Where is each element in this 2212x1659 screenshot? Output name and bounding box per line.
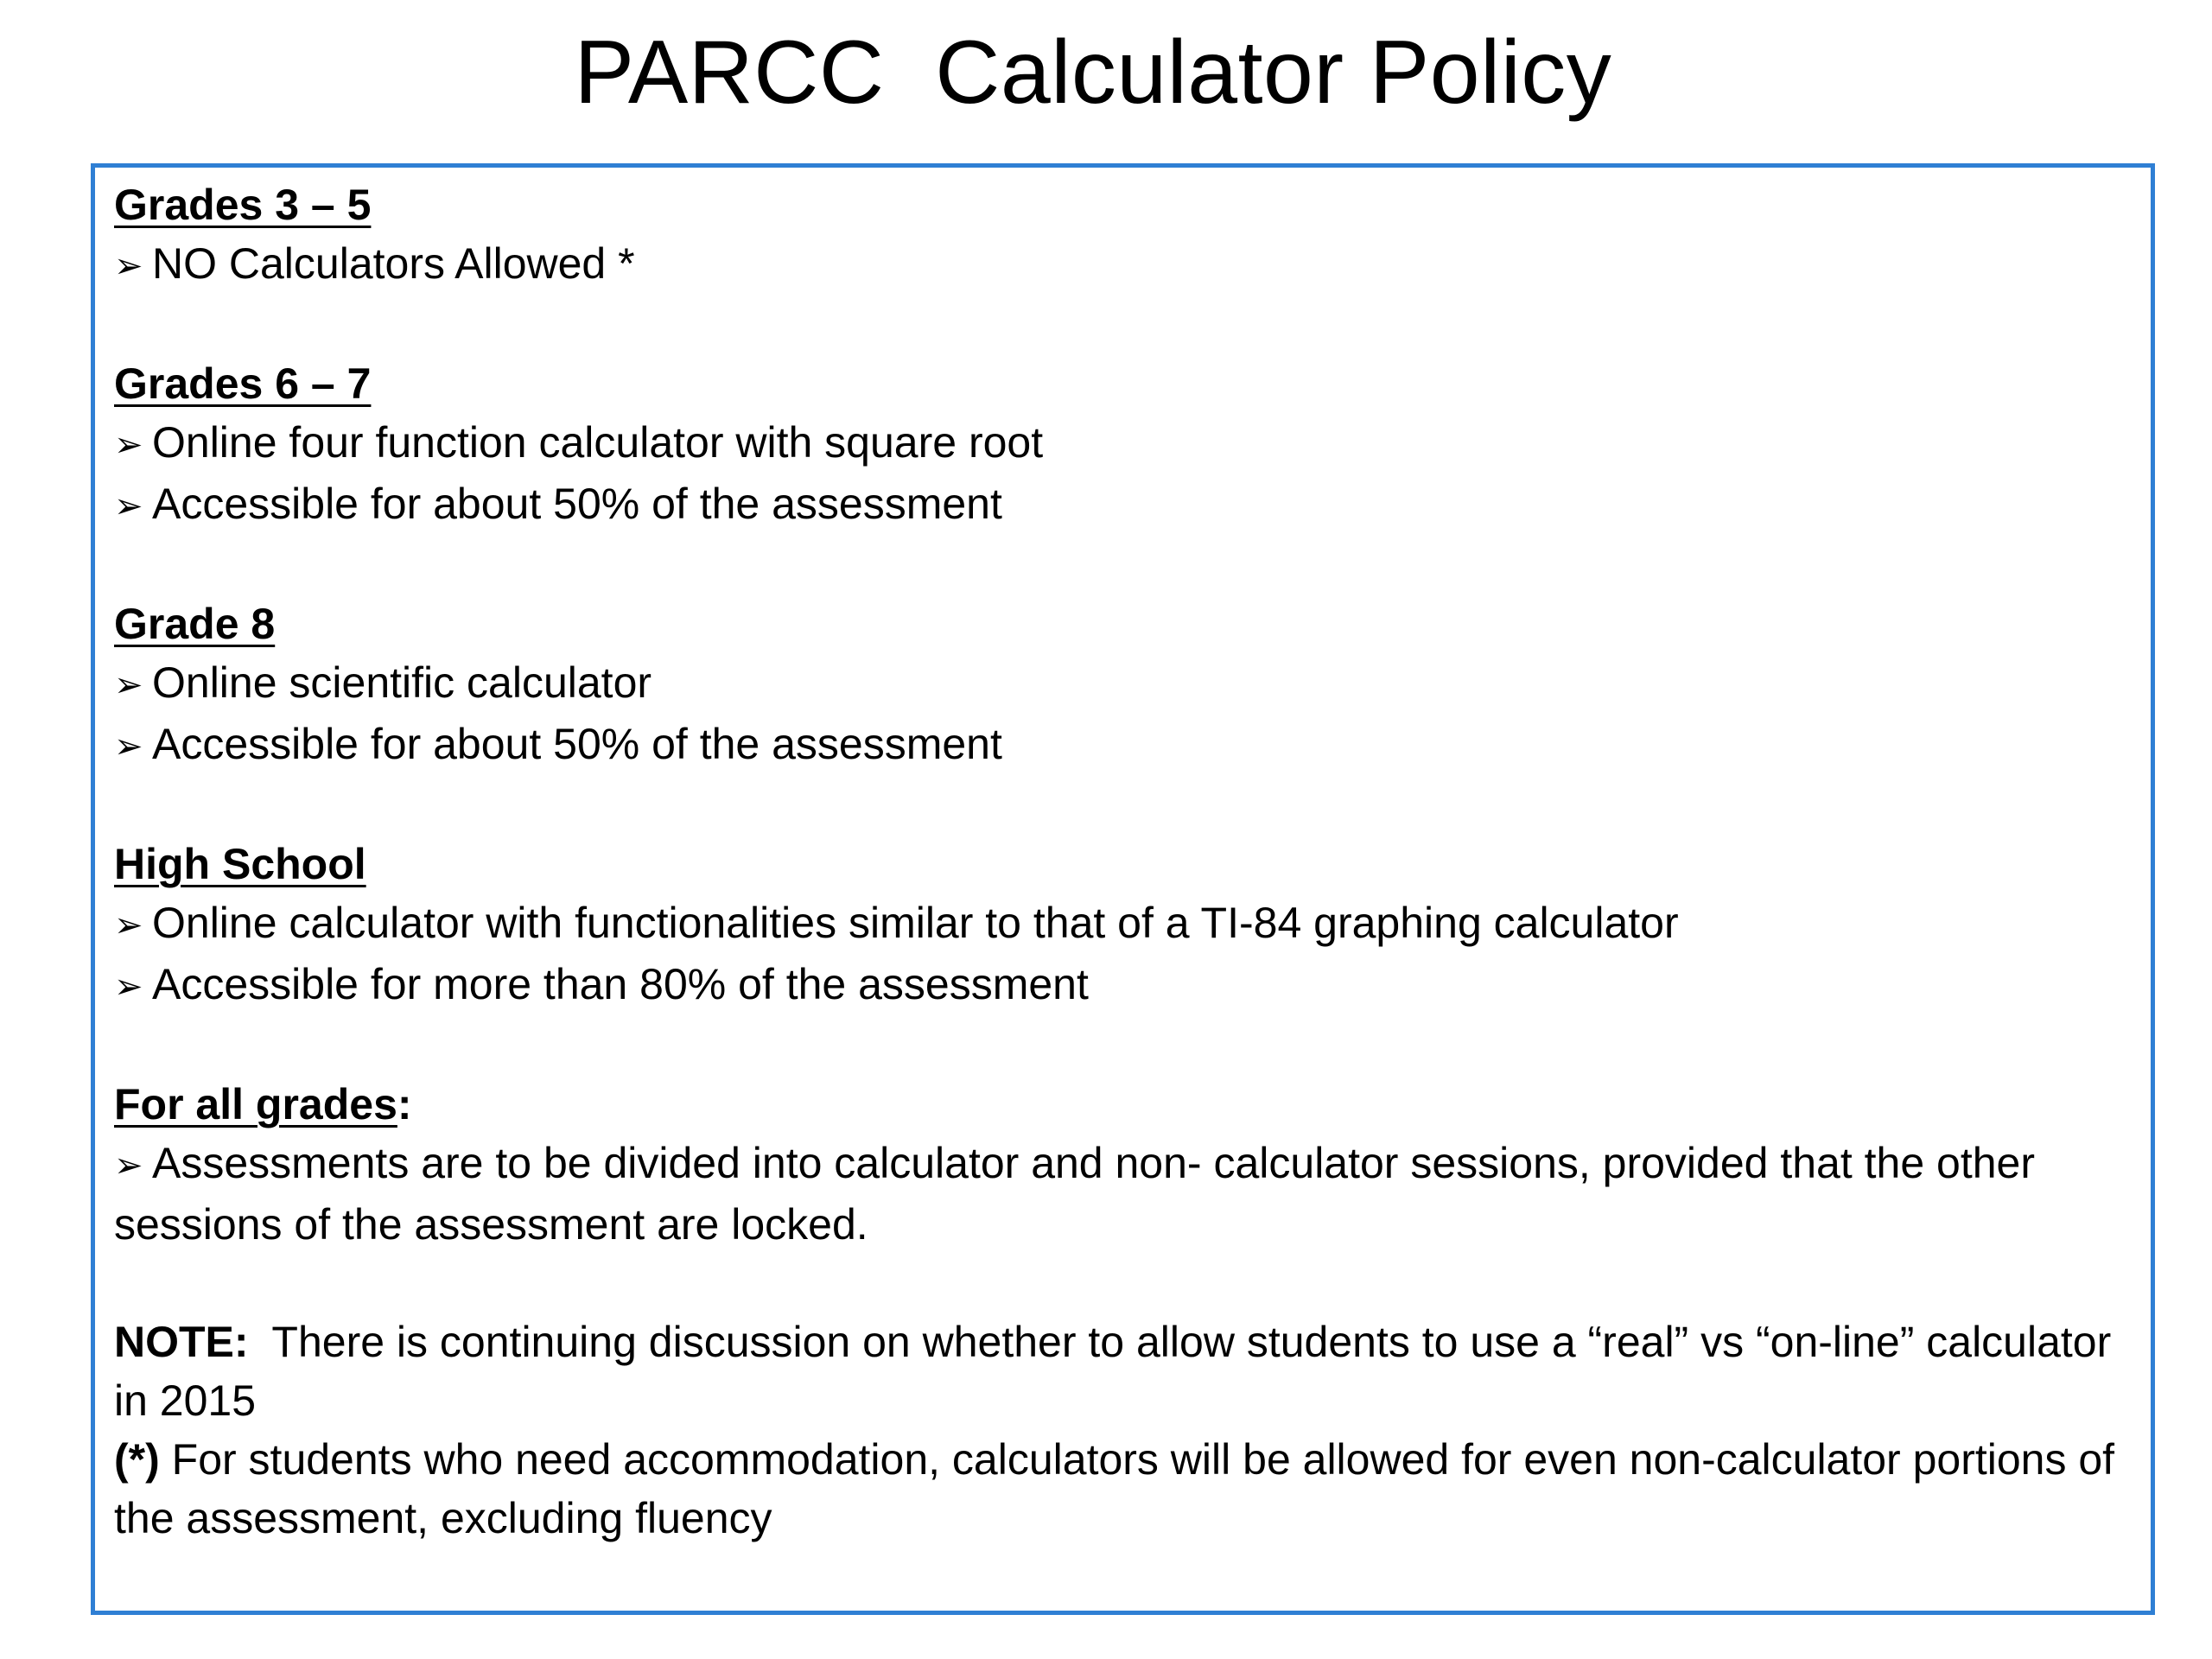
note-label: NOTE: <box>114 1318 249 1366</box>
bullet-text: Accessible for about 50% of the assessment <box>152 720 1002 768</box>
spacer <box>114 776 2145 835</box>
spacer <box>114 1254 2145 1313</box>
section-heading: Grades 3 – 5 <box>114 181 372 229</box>
note-paragraph <box>114 1313 2145 1430</box>
bullet-item <box>114 955 2145 1016</box>
note-text: There is continuing discussion on whether to allow students to use a “real” vs “on-line” calculator in 2015 <box>114 1318 2124 1425</box>
section-grades-3-5 <box>114 175 2145 234</box>
bullet-text: Online scientific calculator <box>152 658 652 707</box>
spacer <box>114 1016 2145 1075</box>
footnote-text: For students who need accommodation, calculators will be allowed for even non-calculator portions of the assessment, excluding fluency <box>114 1435 2115 1542</box>
bullet-text: Online four function calculator with square root <box>152 418 1044 467</box>
arrow-bullet-icon: ➢ <box>114 247 143 285</box>
arrow-bullet-icon: ➢ <box>114 968 143 1006</box>
section-grade-8 <box>114 594 2145 653</box>
bullet-item <box>114 653 2145 715</box>
bullet-item <box>114 1134 2145 1254</box>
spacer <box>114 296 2145 354</box>
arrow-bullet-icon: ➢ <box>114 487 143 525</box>
slide-title: PARCC Calculator Policy <box>574 22 1612 123</box>
bullet-text: Online calculator with functionalities similar to that of a TI-84 graphing calculator <box>152 899 1679 947</box>
arrow-bullet-icon: ➢ <box>114 728 143 766</box>
bullet-item <box>114 715 2145 776</box>
section-all-grades <box>114 1075 2145 1134</box>
bullet-text: Assessments are to be divided into calculator and non- calculator sessions, provided that the other sessions of the assessment are locked. <box>114 1139 2036 1249</box>
section-high-school <box>114 835 2145 893</box>
section-heading: High School <box>114 840 366 888</box>
spacer <box>114 536 2145 594</box>
bullet-item <box>114 234 2145 296</box>
footnote-paragraph <box>114 1430 2145 1548</box>
footnote-marker: (*) <box>114 1435 160 1484</box>
bullet-text: Accessible for more than 80% of the assessment <box>152 960 1089 1008</box>
bullet-item <box>114 893 2145 955</box>
bullet-text: NO Calculators Allowed * <box>152 239 635 288</box>
section-heading: Grade 8 <box>114 600 276 648</box>
arrow-bullet-icon: ➢ <box>114 426 143 464</box>
section-grades-6-7 <box>114 354 2145 413</box>
policy-content <box>114 175 2145 1548</box>
arrow-bullet-icon: ➢ <box>114 1147 143 1185</box>
bullet-item <box>114 413 2145 474</box>
bullet-item <box>114 474 2145 536</box>
section-heading: Grades 6 – 7 <box>114 359 372 408</box>
arrow-bullet-icon: ➢ <box>114 906 143 944</box>
arrow-bullet-icon: ➢ <box>114 666 143 704</box>
bullet-text: Accessible for about 50% of the assessment <box>152 480 1002 528</box>
heading-colon: : <box>397 1080 412 1128</box>
section-heading: For all grades <box>114 1080 397 1128</box>
